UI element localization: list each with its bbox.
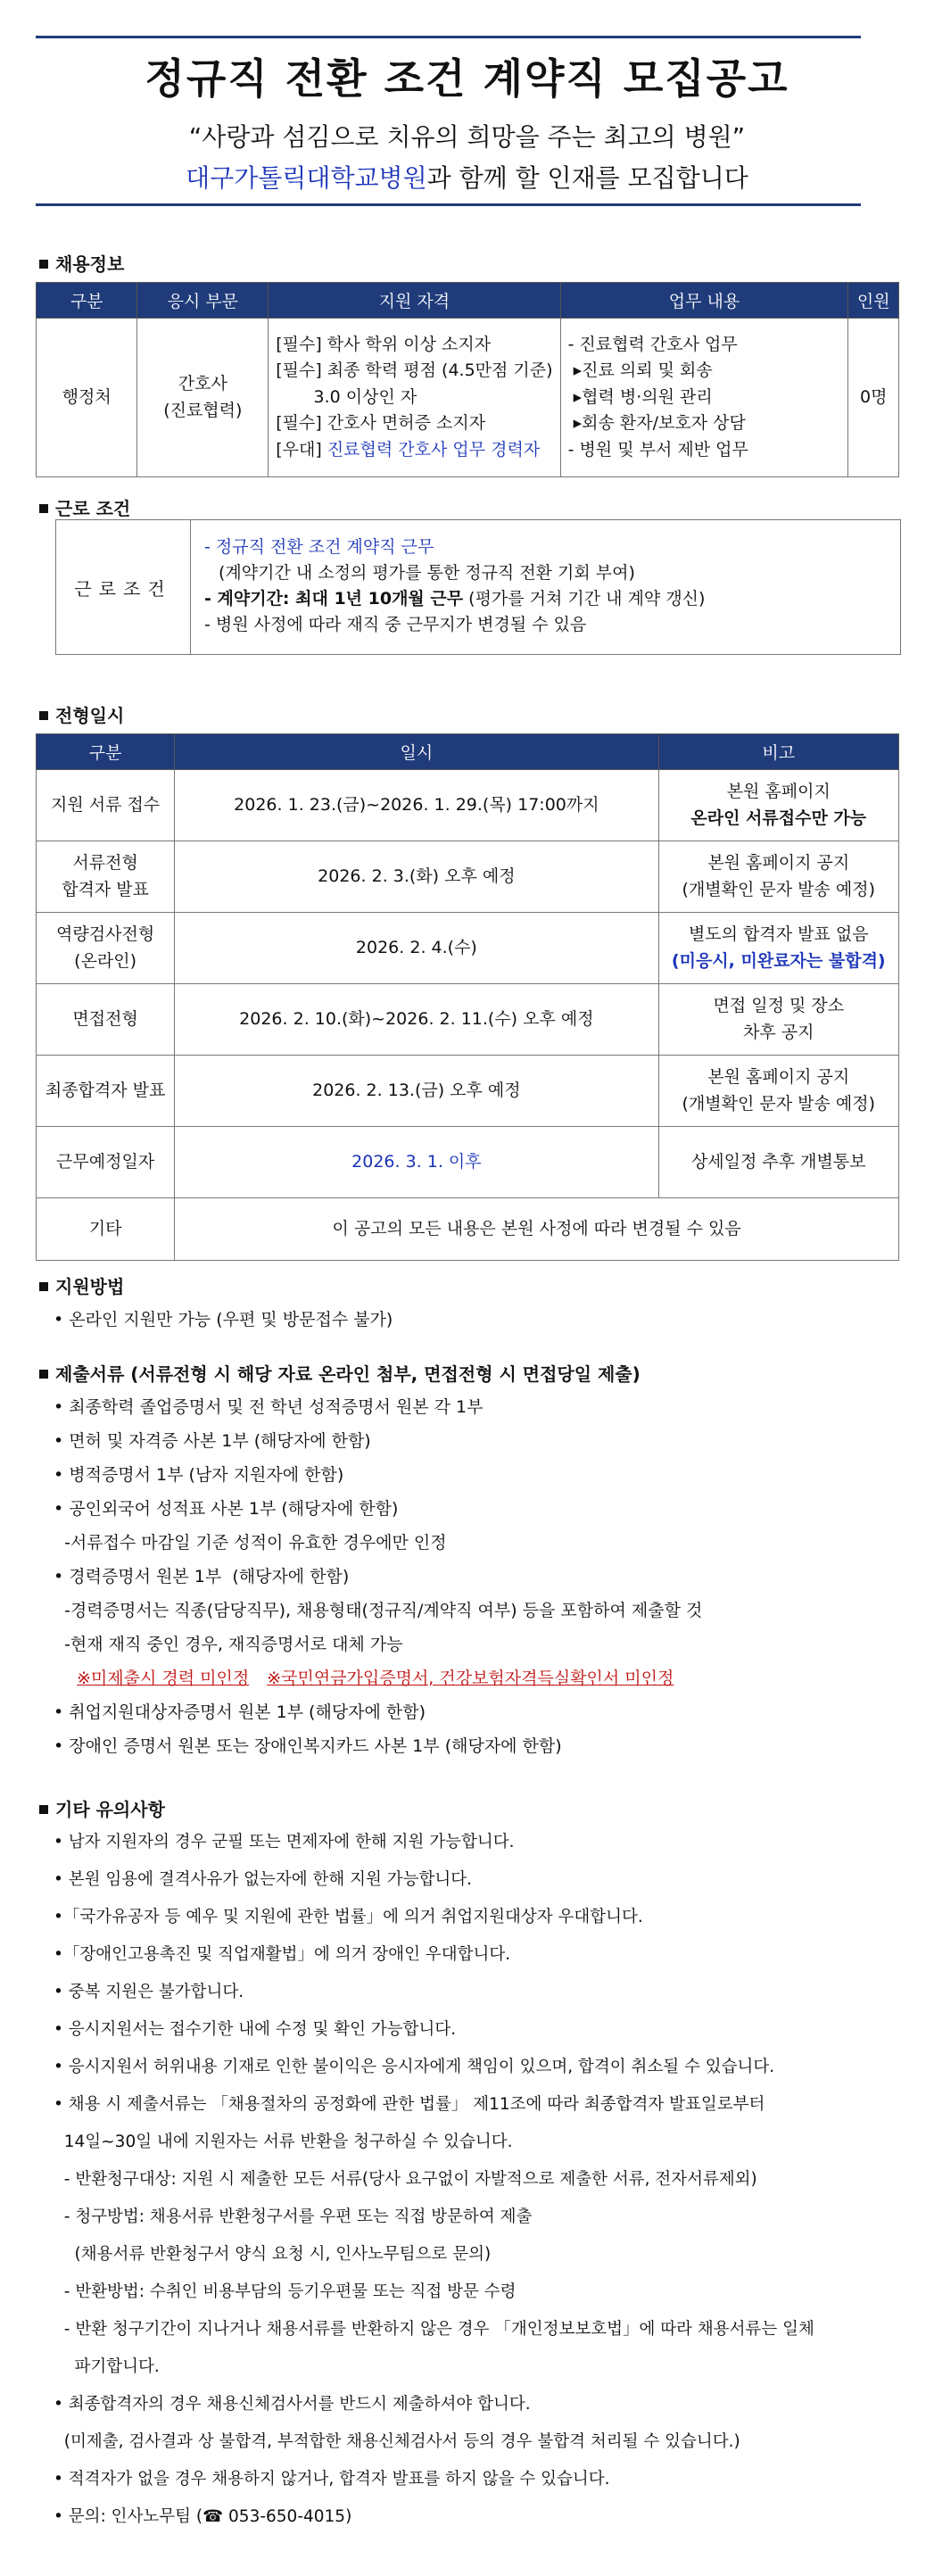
table-row xyxy=(37,841,899,913)
condition-line: (계약기간 내 소정의 평가를 통한 정규직 전환 기회 부여) xyxy=(219,563,635,583)
list-item: • 남자 지원자의 경우 군필 또는 면제자에 한해 지원 가능합니다. xyxy=(54,1833,515,1851)
etc-cell: 이 공고의 모든 내용은 본원 사정에 따라 변경될 수 있음 xyxy=(175,1198,899,1261)
section-hiring-info: 채용정보 xyxy=(39,250,124,276)
work-conditions-box xyxy=(55,519,901,655)
list-item: - 청구방법: 채용서류 반환청구서를 우편 또는 직접 방문하여 제출 xyxy=(54,2207,533,2226)
hospital-slogan: “사랑과 섬김으로 치유의 희망을 주는 최고의 병원” xyxy=(188,122,746,152)
stage-cell: 면접전형 xyxy=(37,984,175,1056)
preferred-item: [우대] 진료협력 간호사 업무 경력자 xyxy=(276,439,541,460)
list-item: • 병적증명서 1부 (남자 지원자에 한함) xyxy=(54,1465,344,1485)
column-header: 응시 부문 xyxy=(137,283,269,319)
list-item: • 응시지원서 허위내용 기재로 인한 불이익은 응시자에게 책임이 있으며, 합격이 취소될 수 있습니다. xyxy=(54,2058,775,2076)
work-conditions-label: 근로조건 xyxy=(56,520,191,654)
recruit-line xyxy=(0,159,934,195)
condition-line: - 계약기간: 최대 1년 10개월 근무 (평가를 거쳐 기간 내 계약 갱신) xyxy=(204,589,706,609)
section-schedule: 전형일시 xyxy=(39,701,124,727)
note-cell: 면접 일정 및 장소 차후 공지 xyxy=(658,984,898,1056)
hospital-name: 대구가톨릭대학교병원 xyxy=(186,163,427,193)
column-header: 지원 자격 xyxy=(269,283,560,319)
duty-cell xyxy=(560,319,848,477)
header-bottom-rule xyxy=(36,203,861,206)
table-row xyxy=(37,319,899,477)
note-cell: 본원 홈페이지 공지 (개별확인 문자 발송 예정) xyxy=(658,841,898,913)
list-item: • 장애인 증명서 원본 또는 장애인복지카드 사본 1부 (해당자에 한함) xyxy=(54,1736,562,1756)
list-item: • 면허 및 자격증 사본 1부 (해당자에 한함) xyxy=(54,1431,371,1451)
section-apply-method: 지원방법 xyxy=(39,1272,124,1298)
qualification-item: 3.0 이상인 자 xyxy=(276,386,417,407)
column-header: 구분 xyxy=(37,283,137,319)
category-cell: 행정처 xyxy=(37,319,137,477)
stage-cell: 근무예정일자 xyxy=(37,1127,175,1198)
note-cell: 본원 홈페이지 온라인 서류접수만 가능 xyxy=(658,770,898,841)
note-cell: 상세일정 추후 개별통보 xyxy=(658,1127,898,1198)
recruit-suffix: 과 함께 할 인재를 모집합니다 xyxy=(426,163,748,193)
hiring-info-table xyxy=(36,282,899,477)
qualification-item: [필수] 간호사 면허증 소지자 xyxy=(276,413,486,434)
date-cell: 2026. 3. 1. 이후 xyxy=(175,1127,658,1198)
table-row xyxy=(37,913,899,984)
list-item: •「장애인고용촉진 및 직업재활법」에 의거 장애인 우대합니다. xyxy=(54,1945,511,1964)
warning-line: ※미제출시 경력 미인정 ※국민연금가입증명서, 건강보험자격득실확인서 미인정 xyxy=(77,1669,674,1688)
list-item: - 반환 청구기간이 지나거나 채용서류를 반환하지 않은 경우 「개인정보보호법」에 따라 채용서류는 일체 xyxy=(54,2320,814,2339)
list-item: - 반환청구대상: 지원 시 제출한 모든 서류(당사 요구없이 자발적으로 제출한 서류, 전자서류제외) xyxy=(54,2170,757,2189)
list-item: • 공인외국어 성적표 사본 1부 (해당자에 한함) xyxy=(54,1499,399,1519)
list-item: 14일~30일 내에 지원자는 서류 반환을 청구하실 수 있습니다. xyxy=(54,2133,513,2151)
condition-line: - 병원 사정에 따라 재직 중 근무지가 변경될 수 있음 xyxy=(204,615,587,634)
stage-cell: 기타 xyxy=(37,1198,175,1261)
list-item: • 적격자가 없을 경우 채용하지 않거나, 합격자 발표를 하지 않을 수 있습니다. xyxy=(54,2470,610,2489)
page-title: 정규직 전환 조건 계약직 모집공고 xyxy=(145,54,789,103)
duty-item: ▸회송 환자/보호자 상담 xyxy=(567,413,746,434)
stage-cell: 지원 서류 접수 xyxy=(37,770,175,841)
list-item: -서류접수 마감일 기준 성적이 유효한 경우에만 인정 xyxy=(54,1533,447,1553)
column-header: 구분 xyxy=(37,734,175,770)
list-item: (채용서류 반환청구서 양식 요청 시, 인사노무팀으로 문의) xyxy=(54,2245,492,2264)
date-cell: 2026. 2. 3.(화) 오후 예정 xyxy=(175,841,658,913)
stage-cell: 역량검사전형 (온라인) xyxy=(37,913,175,984)
list-item: •「국가유공자 등 예우 및 지원에 관한 법률」에 의거 취업지원대상자 우대합니다. xyxy=(54,1908,643,1926)
note-cell: 별도의 합격자 발표 없음 (미응시, 미완료자는 불합격) xyxy=(658,913,898,984)
list-item: 파기합니다. xyxy=(54,2357,160,2376)
table-row xyxy=(37,984,899,1056)
date-cell: 2026. 2. 13.(금) 오후 예정 xyxy=(175,1056,658,1127)
duty-item: ▸진료 의뢰 및 회송 xyxy=(567,360,713,381)
table-header-row xyxy=(37,283,899,319)
duty-item: - 진료협력 간호사 업무 xyxy=(567,334,738,354)
table-header-row xyxy=(37,734,899,770)
headcount-cell: 0명 xyxy=(848,319,899,477)
list-item: • 본원 임용에 결격사유가 없는자에 한해 지원 가능합니다. xyxy=(54,1870,472,1889)
column-header: 일시 xyxy=(175,734,658,770)
list-item: • 중복 지원은 불가합니다. xyxy=(54,1983,244,2001)
list-item: -현재 재직 중인 경우, 재직증명서로 대체 가능 xyxy=(54,1635,403,1654)
section-work-conditions: 근로 조건 xyxy=(39,494,130,520)
list-item: -경력증명서는 직종(담당직무), 채용형태(정규직/계약직 여부) 등을 포함하여 제출할 것 xyxy=(54,1601,703,1620)
list-item: - 반환방법: 수취인 비용부담의 등기우편물 또는 직접 방문 수령 xyxy=(54,2282,517,2301)
column-header: 업무 내용 xyxy=(560,283,848,319)
list-item: • 취업지원대상자증명서 원본 1부 (해당자에 한함) xyxy=(54,1702,426,1722)
qualification-cell xyxy=(269,319,560,477)
column-header: 비고 xyxy=(658,734,898,770)
condition-line: - 정규직 전환 조건 계약직 근무 xyxy=(204,537,434,557)
list-item: • 최종학력 졸업증명서 및 전 학년 성적증명서 원본 각 1부 xyxy=(54,1397,484,1417)
qualification-item: [필수] 최종 학력 평점 (4.5만점 기준) xyxy=(276,360,553,381)
table-row xyxy=(37,1198,899,1261)
list-item: • 온라인 지원만 가능 (우편 및 방문접수 불가) xyxy=(54,1310,393,1329)
list-item: (미제출, 검사결과 상 불합격, 부적합한 채용신체검사서 등의 경우 불합격 처리될 수 있습니다.) xyxy=(54,2432,740,2451)
duty-item: - 병원 및 부서 제반 업무 xyxy=(567,439,748,460)
top-rule xyxy=(36,36,861,38)
list-item: • 최종합격자의 경우 채용신체검사서를 반드시 제출하셔야 합니다. xyxy=(54,2395,531,2414)
date-cell: 2026. 2. 4.(수) xyxy=(175,913,658,984)
stage-cell: 서류전형 합격자 발표 xyxy=(37,841,175,913)
contact-item: • 문의: 인사노무팀 (☎ 053-650-4015) xyxy=(54,2507,352,2526)
table-row xyxy=(37,1127,899,1198)
duty-item: ▸협력 병·의원 관리 xyxy=(567,386,713,407)
qualification-item: [필수] 학사 학위 이상 소지자 xyxy=(276,334,492,354)
section-notes: 기타 유의사항 xyxy=(39,1795,165,1821)
table-row xyxy=(37,770,899,841)
section-documents: 제출서류 (서류전형 시 해당 자료 온라인 첨부, 면접전형 시 면접당일 제출) xyxy=(39,1360,641,1386)
list-item: • 경력증명서 원본 1부 (해당자에 한함) xyxy=(54,1567,350,1586)
schedule-table xyxy=(36,733,899,1261)
table-row xyxy=(37,1056,899,1127)
stage-cell: 최종합격자 발표 xyxy=(37,1056,175,1127)
date-cell: 2026. 2. 10.(화)~2026. 2. 11.(수) 오후 예정 xyxy=(175,984,658,1056)
list-item: • 응시지원서는 접수기한 내에 수정 및 확인 가능합니다. xyxy=(54,2020,457,2039)
list-item: • 채용 시 제출서류는 「채용절차의 공정화에 관한 법률」 제11조에 따라 최종합격자 발표일로부터 xyxy=(54,2095,765,2114)
field-cell: 간호사 (진료협력) xyxy=(137,319,269,477)
work-conditions-text xyxy=(204,534,705,638)
note-cell: 본원 홈페이지 공지 (개별확인 문자 발송 예정) xyxy=(658,1056,898,1127)
date-cell: 2026. 1. 23.(금)~2026. 1. 29.(목) 17:00까지 xyxy=(175,770,658,841)
column-header: 인원 xyxy=(848,283,899,319)
